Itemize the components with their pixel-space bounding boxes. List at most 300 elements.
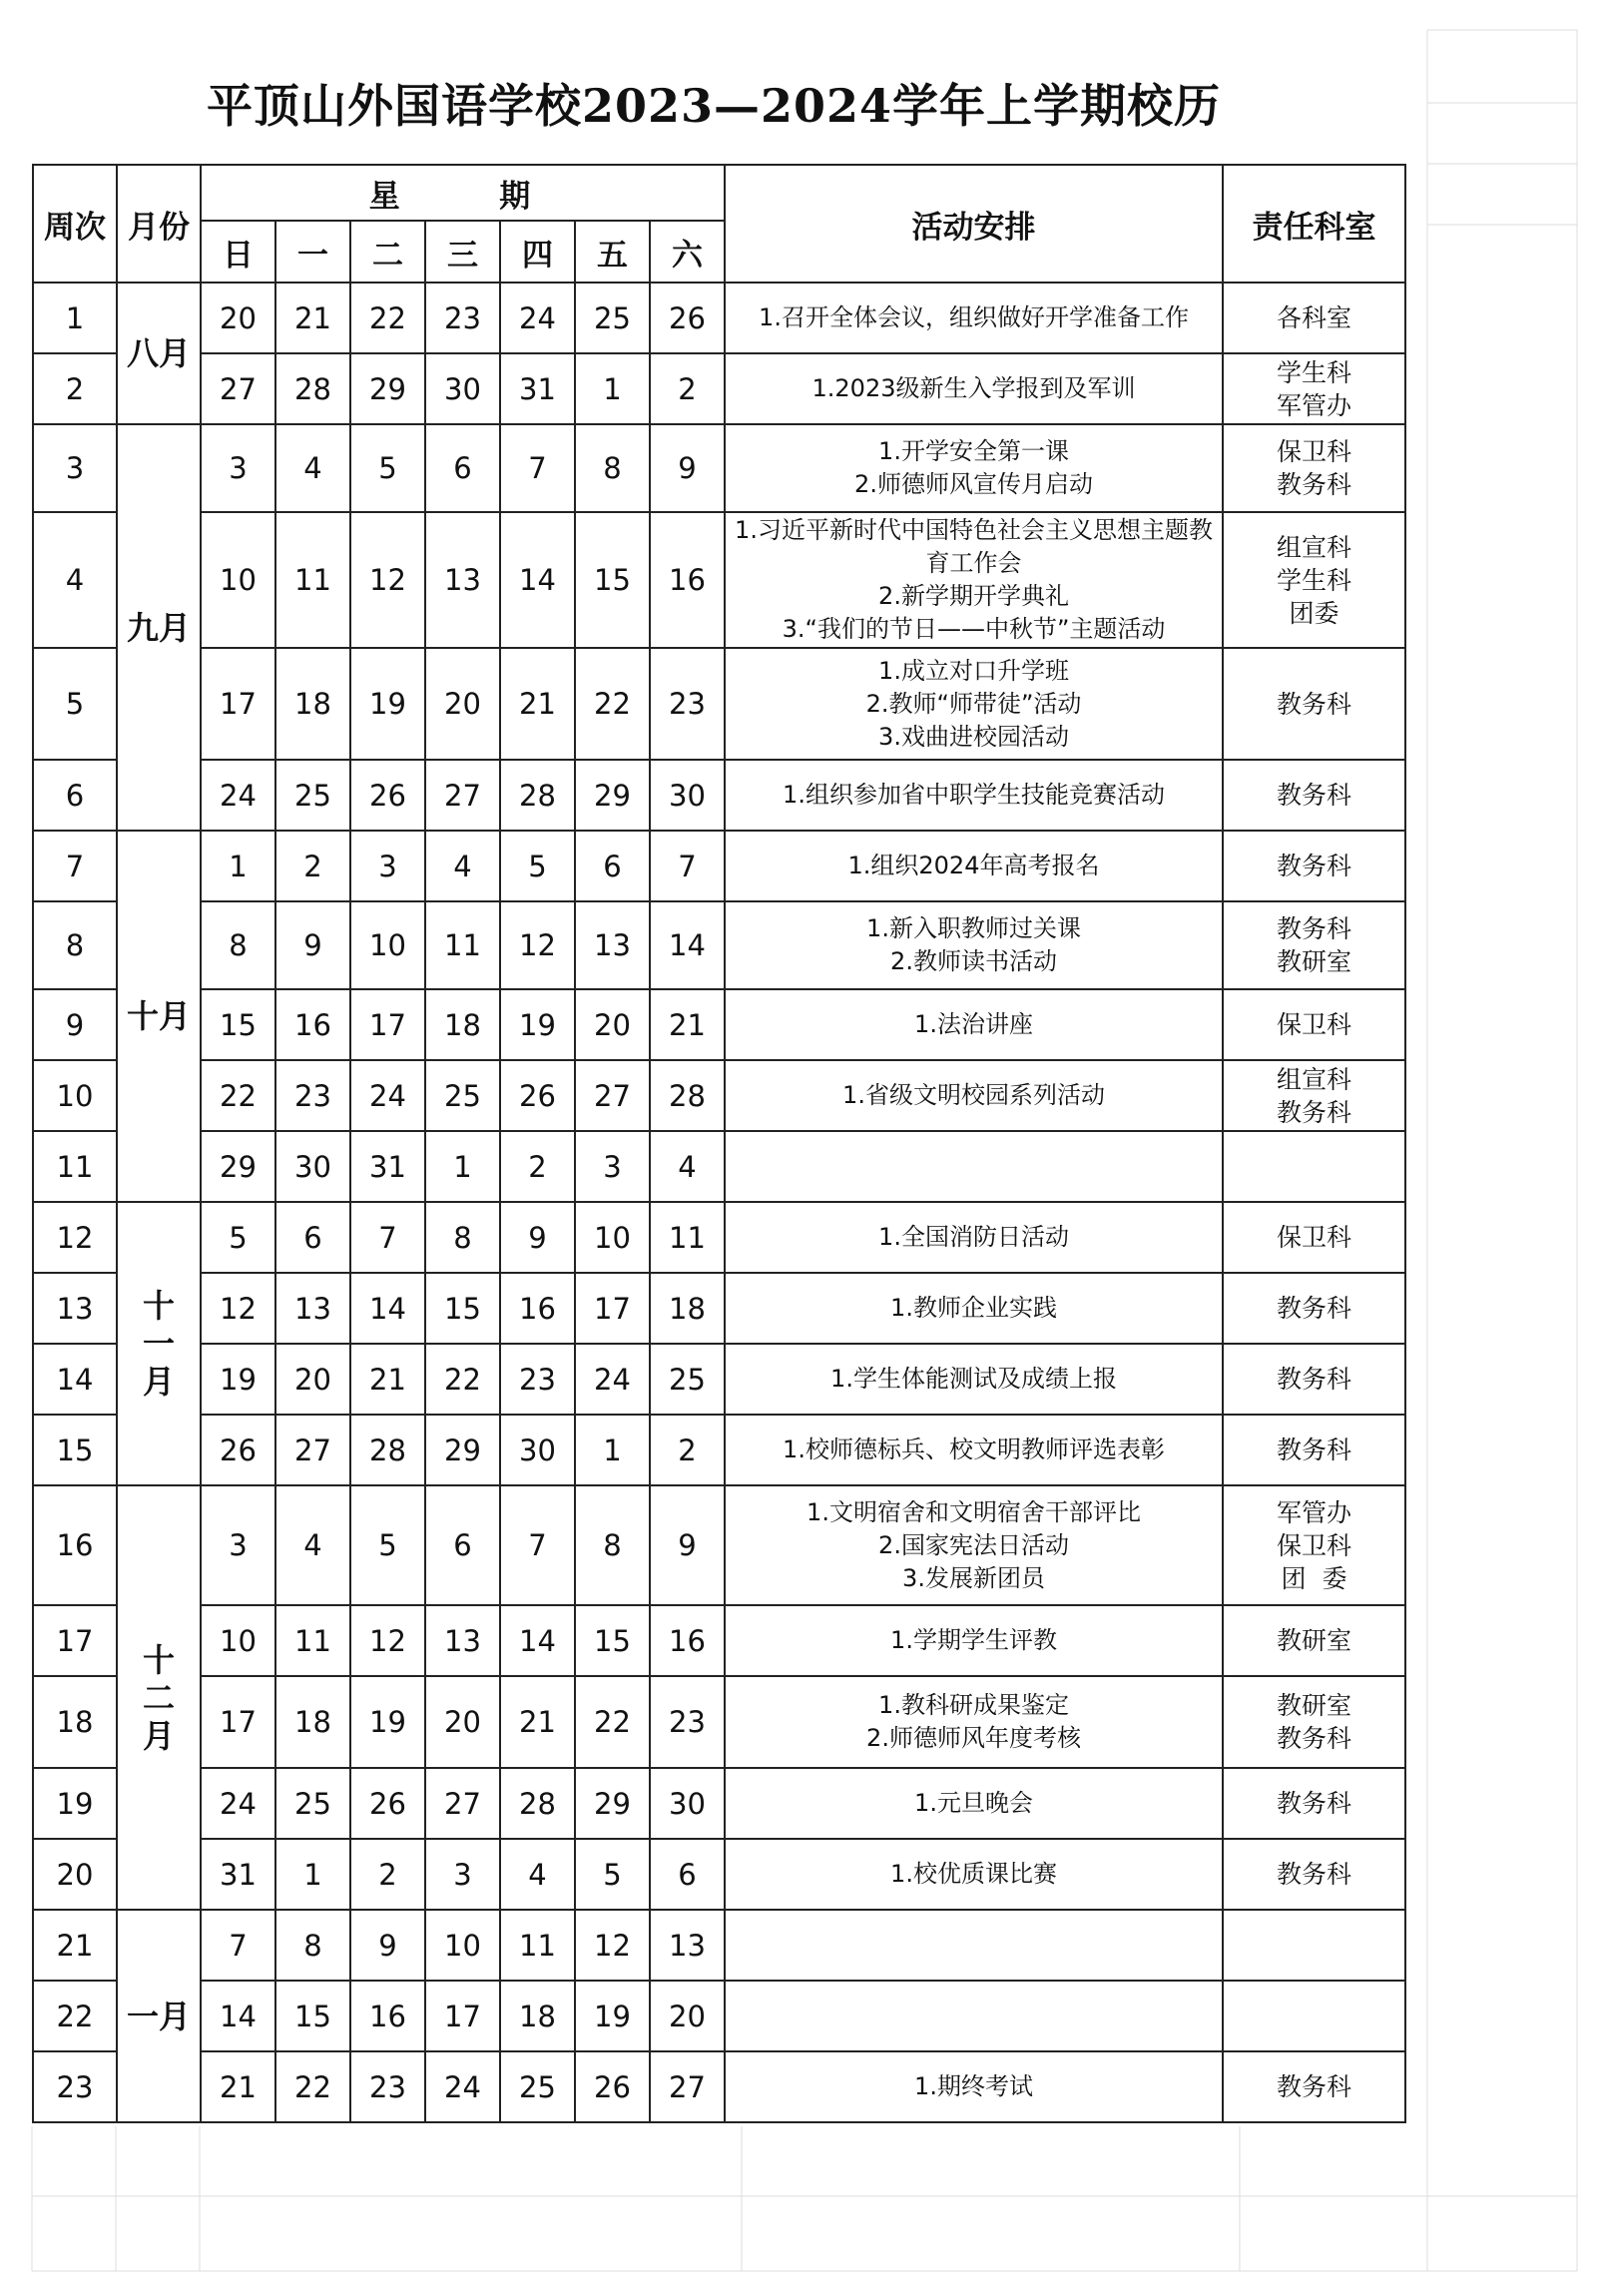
- day-cell: 14: [201, 1981, 275, 2051]
- day-cell: 12: [201, 1273, 275, 1344]
- page-title: 平顶山外国语学校2023—2024学年上学期校历: [206, 79, 1222, 133]
- day-cell: 21: [350, 1344, 425, 1415]
- day-cell: 22: [575, 1676, 650, 1768]
- day-cell: 9: [350, 1910, 425, 1981]
- activity-cell: [725, 1839, 1223, 1910]
- department-item: 保卫科: [1276, 1530, 1351, 1560]
- activity-item: 2.教师“师带徒”活动: [865, 689, 1082, 718]
- day-cell: 18: [425, 989, 500, 1060]
- activity-cell: [725, 989, 1223, 1060]
- day-cell: 10: [575, 1202, 650, 1273]
- week-number: 10: [33, 1060, 117, 1131]
- day-cell: 23: [500, 1344, 575, 1415]
- activity-item: 1.元旦晚会: [914, 1789, 1033, 1817]
- day-cell: 23: [650, 1676, 725, 1768]
- day-cell: 13: [650, 1910, 725, 1981]
- day-cell: 15: [425, 1273, 500, 1344]
- week-number: 8: [33, 901, 117, 989]
- day-cell: 31: [201, 1839, 275, 1910]
- department-cell: [1223, 1485, 1405, 1605]
- day-cell: 1: [575, 1415, 650, 1485]
- day-cell: 23: [275, 1060, 350, 1131]
- day-cell: 25: [500, 2051, 575, 2122]
- day-cell: 4: [275, 424, 350, 512]
- day-cell: 21: [275, 283, 350, 353]
- day-cell: 3: [350, 831, 425, 901]
- activity-cell: [725, 760, 1223, 831]
- day-cell: 13: [275, 1273, 350, 1344]
- day-cell: 14: [350, 1273, 425, 1344]
- activity-item: 2.国家宪法日活动: [878, 1530, 1069, 1559]
- weekday-sun: 日: [201, 221, 275, 283]
- department-item: 学生科: [1276, 357, 1351, 387]
- day-cell: 27: [275, 1415, 350, 1485]
- activity-item: 1.学生体能测试及成绩上报: [830, 1365, 1117, 1393]
- department-item: 保卫科: [1276, 437, 1351, 466]
- day-cell: 27: [650, 2051, 725, 2122]
- activity-cell: [725, 1768, 1223, 1839]
- table-row: [33, 1910, 1405, 1981]
- week-number: 9: [33, 989, 117, 1060]
- day-cell: 14: [650, 901, 725, 989]
- week-number: 3: [33, 424, 117, 512]
- week-number: 14: [33, 1344, 117, 1415]
- activity-item: 1.教科研成果鉴定: [878, 1691, 1069, 1719]
- department-item: 团 委: [1281, 1563, 1347, 1593]
- day-cell: 17: [575, 1273, 650, 1344]
- day-cell: 17: [201, 648, 275, 760]
- day-cell: 12: [350, 512, 425, 648]
- table-row: [33, 512, 1405, 648]
- activity-item: 3.戏曲进校园活动: [878, 722, 1069, 751]
- day-cell: 15: [275, 1981, 350, 2051]
- table-row: [33, 1415, 1405, 1485]
- department-cell: [1223, 760, 1405, 831]
- day-cell: 13: [575, 901, 650, 989]
- day-cell: 14: [500, 1605, 575, 1676]
- department-item: 教务科: [1276, 781, 1351, 810]
- day-cell: 31: [350, 1131, 425, 1202]
- table-row: [33, 1605, 1405, 1676]
- day-cell: 26: [500, 1060, 575, 1131]
- activity-item: 1.成立对口升学班: [878, 656, 1069, 685]
- activity-cell: [725, 1415, 1223, 1485]
- day-cell: 8: [201, 901, 275, 989]
- activity-cell: [725, 1344, 1223, 1415]
- department-item: 教务科: [1276, 1724, 1351, 1753]
- department-item: 教务科: [1276, 1789, 1351, 1818]
- day-cell: 22: [201, 1060, 275, 1131]
- activity-item: 2.新学期开学典礼: [878, 582, 1069, 610]
- day-cell: 24: [500, 283, 575, 353]
- day-cell: 18: [650, 1273, 725, 1344]
- week-number: 13: [33, 1273, 117, 1344]
- day-cell: 6: [425, 1485, 500, 1605]
- day-cell: 6: [275, 1202, 350, 1273]
- week-number: 12: [33, 1202, 117, 1273]
- activity-item: 1.新入职教师过关课: [866, 914, 1081, 942]
- day-cell: 28: [500, 1768, 575, 1839]
- department-cell: [1223, 1060, 1405, 1131]
- day-cell: 30: [500, 1415, 575, 1485]
- table-row: [33, 1273, 1405, 1344]
- activity-item: 1.组织参加省中职学生技能竞赛活动: [783, 781, 1165, 809]
- day-cell: 10: [201, 1605, 275, 1676]
- activity-cell: [725, 1605, 1223, 1676]
- activity-item: 1.省级文明校园系列活动: [842, 1081, 1105, 1109]
- day-cell: 4: [275, 1485, 350, 1605]
- department-item: 教务科: [1276, 1097, 1351, 1127]
- table-row: [33, 1839, 1405, 1910]
- activity-item: 1.召开全体会议，组织做好开学准备工作: [759, 303, 1189, 331]
- table-row: [33, 1485, 1405, 1605]
- header-weekday-group: 星 期: [201, 165, 725, 221]
- activity-cell: [725, 2051, 1223, 2122]
- table-row: [33, 831, 1405, 901]
- day-cell: 12: [500, 901, 575, 989]
- header-week: 周次: [33, 165, 117, 283]
- day-cell: 25: [275, 1768, 350, 1839]
- weekday-thu: 四: [500, 221, 575, 283]
- week-number: 19: [33, 1768, 117, 1839]
- week-number: 15: [33, 1415, 117, 1485]
- day-cell: 3: [575, 1131, 650, 1202]
- day-cell: 1: [275, 1839, 350, 1910]
- department-cell: [1223, 1344, 1405, 1415]
- day-cell: 3: [201, 1485, 275, 1605]
- weekday-wed: 三: [425, 221, 500, 283]
- week-number: 4: [33, 512, 117, 648]
- activity-item: 1.法治讲座: [914, 1010, 1033, 1038]
- day-cell: 26: [650, 283, 725, 353]
- activity-cell: [725, 1060, 1223, 1131]
- day-cell: 26: [350, 760, 425, 831]
- table-row: [33, 989, 1405, 1060]
- activity-item: 1.习近平新时代中国特色社会主义思想主题教育工作会: [735, 516, 1213, 577]
- day-cell: 30: [425, 353, 500, 424]
- activity-item: 1.全国消防日活动: [878, 1223, 1069, 1251]
- department-cell: [1223, 1131, 1405, 1202]
- day-cell: 2: [650, 1415, 725, 1485]
- activity-item: 1.开学安全第一课: [878, 437, 1069, 465]
- school-calendar-table: [32, 164, 1406, 2123]
- day-cell: 20: [201, 283, 275, 353]
- week-number: 22: [33, 1981, 117, 2051]
- day-cell: 2: [275, 831, 350, 901]
- week-number: 5: [33, 648, 117, 760]
- department-cell: [1223, 989, 1405, 1060]
- day-cell: 24: [201, 760, 275, 831]
- activity-cell: [725, 1485, 1223, 1605]
- department-item: 组宣科: [1276, 532, 1351, 562]
- day-cell: 6: [425, 424, 500, 512]
- department-cell: [1223, 512, 1405, 648]
- day-cell: 13: [425, 1605, 500, 1676]
- day-cell: 9: [650, 1485, 725, 1605]
- department-cell: [1223, 283, 1405, 353]
- day-cell: 22: [275, 2051, 350, 2122]
- activity-cell: [725, 901, 1223, 989]
- activity-cell: [725, 831, 1223, 901]
- activity-item: 1.学期学生评教: [890, 1626, 1057, 1654]
- week-number: 1: [33, 283, 117, 353]
- day-cell: 7: [500, 1485, 575, 1605]
- day-cell: 18: [275, 1676, 350, 1768]
- day-cell: 28: [650, 1060, 725, 1131]
- day-cell: 1: [201, 831, 275, 901]
- day-cell: 6: [650, 1839, 725, 1910]
- day-cell: 22: [425, 1344, 500, 1415]
- day-cell: 30: [275, 1131, 350, 1202]
- weekday-sat: 六: [650, 221, 725, 283]
- week-number: 20: [33, 1839, 117, 1910]
- day-cell: 12: [575, 1910, 650, 1981]
- department-cell: [1223, 1981, 1405, 2051]
- day-cell: 20: [650, 1981, 725, 2051]
- day-cell: 7: [650, 831, 725, 901]
- activity-item: 1.教师企业实践: [890, 1294, 1057, 1322]
- day-cell: 20: [275, 1344, 350, 1415]
- day-cell: 2: [500, 1131, 575, 1202]
- day-cell: 23: [650, 648, 725, 760]
- day-cell: 12: [350, 1605, 425, 1676]
- day-cell: 24: [425, 2051, 500, 2122]
- department-cell: [1223, 1415, 1405, 1485]
- day-cell: 25: [650, 1344, 725, 1415]
- day-cell: 21: [500, 1676, 575, 1768]
- table-row: [33, 353, 1405, 424]
- week-number: 17: [33, 1605, 117, 1676]
- day-cell: 20: [425, 648, 500, 760]
- activity-cell: [725, 353, 1223, 424]
- department-item: 军管办: [1276, 390, 1351, 420]
- activity-cell: [725, 512, 1223, 648]
- table-row: [33, 760, 1405, 831]
- department-cell: [1223, 648, 1405, 760]
- day-cell: 24: [350, 1060, 425, 1131]
- department-item: 教研室: [1276, 947, 1351, 976]
- header-department: 责任科室: [1223, 165, 1405, 283]
- day-cell: 20: [575, 989, 650, 1060]
- day-cell: 24: [201, 1768, 275, 1839]
- department-item: 教务科: [1276, 2072, 1351, 2101]
- day-cell: 28: [350, 1415, 425, 1485]
- day-cell: 26: [575, 2051, 650, 2122]
- department-cell: [1223, 1839, 1405, 1910]
- department-cell: [1223, 424, 1405, 512]
- day-cell: 16: [500, 1273, 575, 1344]
- day-cell: 19: [201, 1344, 275, 1415]
- day-cell: 11: [425, 901, 500, 989]
- table-row: [33, 1676, 1405, 1768]
- activity-item: 2.师德师风宣传月启动: [854, 470, 1093, 498]
- day-cell: 2: [650, 353, 725, 424]
- department-item: 教务科: [1276, 470, 1351, 499]
- activity-cell: [725, 1981, 1223, 2051]
- day-cell: 19: [350, 1676, 425, 1768]
- department-item: 团委: [1289, 598, 1339, 628]
- activity-cell: [725, 1273, 1223, 1344]
- day-cell: 15: [575, 1605, 650, 1676]
- day-cell: 6: [575, 831, 650, 901]
- day-cell: 1: [575, 353, 650, 424]
- department-cell: [1223, 1605, 1405, 1676]
- activity-cell: [725, 1910, 1223, 1981]
- day-cell: 10: [425, 1910, 500, 1981]
- day-cell: 30: [650, 1768, 725, 1839]
- activity-item: 1.2023级新生入学报到及军训: [811, 374, 1136, 402]
- week-number: 7: [33, 831, 117, 901]
- department-cell: [1223, 1676, 1405, 1768]
- month-dec: 十二月: [117, 1485, 201, 1910]
- week-number: 16: [33, 1485, 117, 1605]
- department-item: 教务科: [1276, 1294, 1351, 1323]
- day-cell: 4: [425, 831, 500, 901]
- day-cell: 9: [650, 424, 725, 512]
- day-cell: 10: [201, 512, 275, 648]
- department-item: 组宣科: [1276, 1064, 1351, 1094]
- week-number: 2: [33, 353, 117, 424]
- day-cell: 9: [275, 901, 350, 989]
- activity-item: 1.校优质课比赛: [890, 1860, 1057, 1888]
- department-item: 各科室: [1276, 303, 1351, 332]
- day-cell: 28: [275, 353, 350, 424]
- department-item: 教务科: [1276, 914, 1351, 943]
- week-number: 11: [33, 1131, 117, 1202]
- day-cell: 11: [275, 512, 350, 648]
- day-cell: 5: [575, 1839, 650, 1910]
- weekday-fri: 五: [575, 221, 650, 283]
- day-cell: 23: [425, 283, 500, 353]
- department-item: 教务科: [1276, 852, 1351, 880]
- day-cell: 16: [275, 989, 350, 1060]
- department-cell: [1223, 1202, 1405, 1273]
- activity-item: 2.教师读书活动: [890, 947, 1057, 975]
- month-nov: 十一月: [117, 1202, 201, 1485]
- department-item: 教务科: [1276, 1365, 1351, 1394]
- day-cell: 16: [650, 1605, 725, 1676]
- activity-item: 1.期终考试: [914, 2072, 1033, 2100]
- day-cell: 23: [350, 2051, 425, 2122]
- day-cell: 29: [575, 1768, 650, 1839]
- department-item: 军管办: [1276, 1497, 1351, 1527]
- day-cell: 2: [350, 1839, 425, 1910]
- month-jan: 一月: [117, 1910, 201, 2122]
- table-row: [33, 424, 1405, 512]
- day-cell: 4: [500, 1839, 575, 1910]
- day-cell: 18: [275, 648, 350, 760]
- day-cell: 25: [275, 760, 350, 831]
- day-cell: 3: [201, 424, 275, 512]
- department-item: 学生科: [1276, 565, 1351, 595]
- day-cell: 14: [500, 512, 575, 648]
- day-cell: 15: [201, 989, 275, 1060]
- day-cell: 13: [425, 512, 500, 648]
- day-cell: 11: [500, 1910, 575, 1981]
- day-cell: 10: [350, 901, 425, 989]
- day-cell: 5: [201, 1202, 275, 1273]
- department-cell: [1223, 2051, 1405, 2122]
- department-cell: [1223, 831, 1405, 901]
- department-cell: [1223, 901, 1405, 989]
- department-item: 保卫科: [1276, 1010, 1351, 1039]
- day-cell: 29: [201, 1131, 275, 1202]
- activity-cell: [725, 1131, 1223, 1202]
- week-number: 18: [33, 1676, 117, 1768]
- day-cell: 25: [425, 1060, 500, 1131]
- day-cell: 30: [650, 760, 725, 831]
- table-row: [33, 2051, 1405, 2122]
- activity-cell: [725, 424, 1223, 512]
- day-cell: 25: [575, 283, 650, 353]
- day-cell: 19: [575, 1981, 650, 2051]
- day-cell: 27: [425, 760, 500, 831]
- department-item: 教务科: [1276, 689, 1351, 719]
- day-cell: 3: [425, 1839, 500, 1910]
- header-activities: 活动安排: [725, 165, 1223, 283]
- day-cell: 8: [275, 1910, 350, 1981]
- day-cell: 28: [500, 760, 575, 831]
- day-cell: 11: [275, 1605, 350, 1676]
- table-row: [33, 648, 1405, 760]
- day-cell: 27: [425, 1768, 500, 1839]
- activity-cell: [725, 1676, 1223, 1768]
- day-cell: 17: [201, 1676, 275, 1768]
- department-item: 教务科: [1276, 1435, 1351, 1464]
- day-cell: 29: [350, 353, 425, 424]
- day-cell: 5: [350, 424, 425, 512]
- week-number: 23: [33, 2051, 117, 2122]
- day-cell: 22: [575, 648, 650, 760]
- department-item: 教研室: [1276, 1691, 1351, 1720]
- department-cell: [1223, 353, 1405, 424]
- day-cell: 26: [350, 1768, 425, 1839]
- day-cell: 5: [500, 831, 575, 901]
- day-cell: 15: [575, 512, 650, 648]
- day-cell: 4: [650, 1131, 725, 1202]
- day-cell: 7: [500, 424, 575, 512]
- activity-item: 3.“我们的节日——中秋节”主题活动: [782, 615, 1166, 643]
- day-cell: 7: [350, 1202, 425, 1273]
- day-cell: 5: [350, 1485, 425, 1605]
- table-row: [33, 1131, 1405, 1202]
- day-cell: 8: [575, 424, 650, 512]
- header-month: 月份: [117, 165, 201, 283]
- department-item: 教研室: [1276, 1626, 1351, 1655]
- day-cell: 11: [650, 1202, 725, 1273]
- day-cell: 16: [350, 1981, 425, 2051]
- day-cell: 21: [201, 2051, 275, 2122]
- month-aug: 八月: [117, 283, 201, 424]
- day-cell: 22: [350, 283, 425, 353]
- activity-item: 1.组织2024年高考报名: [847, 852, 1100, 879]
- day-cell: 8: [575, 1485, 650, 1605]
- month-oct: 十月: [117, 831, 201, 1202]
- day-cell: 27: [575, 1060, 650, 1131]
- weekday-mon: 一: [275, 221, 350, 283]
- table-row: [33, 901, 1405, 989]
- month-sep: 九月: [117, 424, 201, 831]
- day-cell: 1: [425, 1131, 500, 1202]
- activity-item: 1.校师德标兵、校文明教师评选表彰: [783, 1435, 1165, 1463]
- day-cell: 21: [650, 989, 725, 1060]
- day-cell: 27: [201, 353, 275, 424]
- department-cell: [1223, 1910, 1405, 1981]
- day-cell: 26: [201, 1415, 275, 1485]
- day-cell: 19: [500, 989, 575, 1060]
- day-cell: 31: [500, 353, 575, 424]
- weekday-tue: 二: [350, 221, 425, 283]
